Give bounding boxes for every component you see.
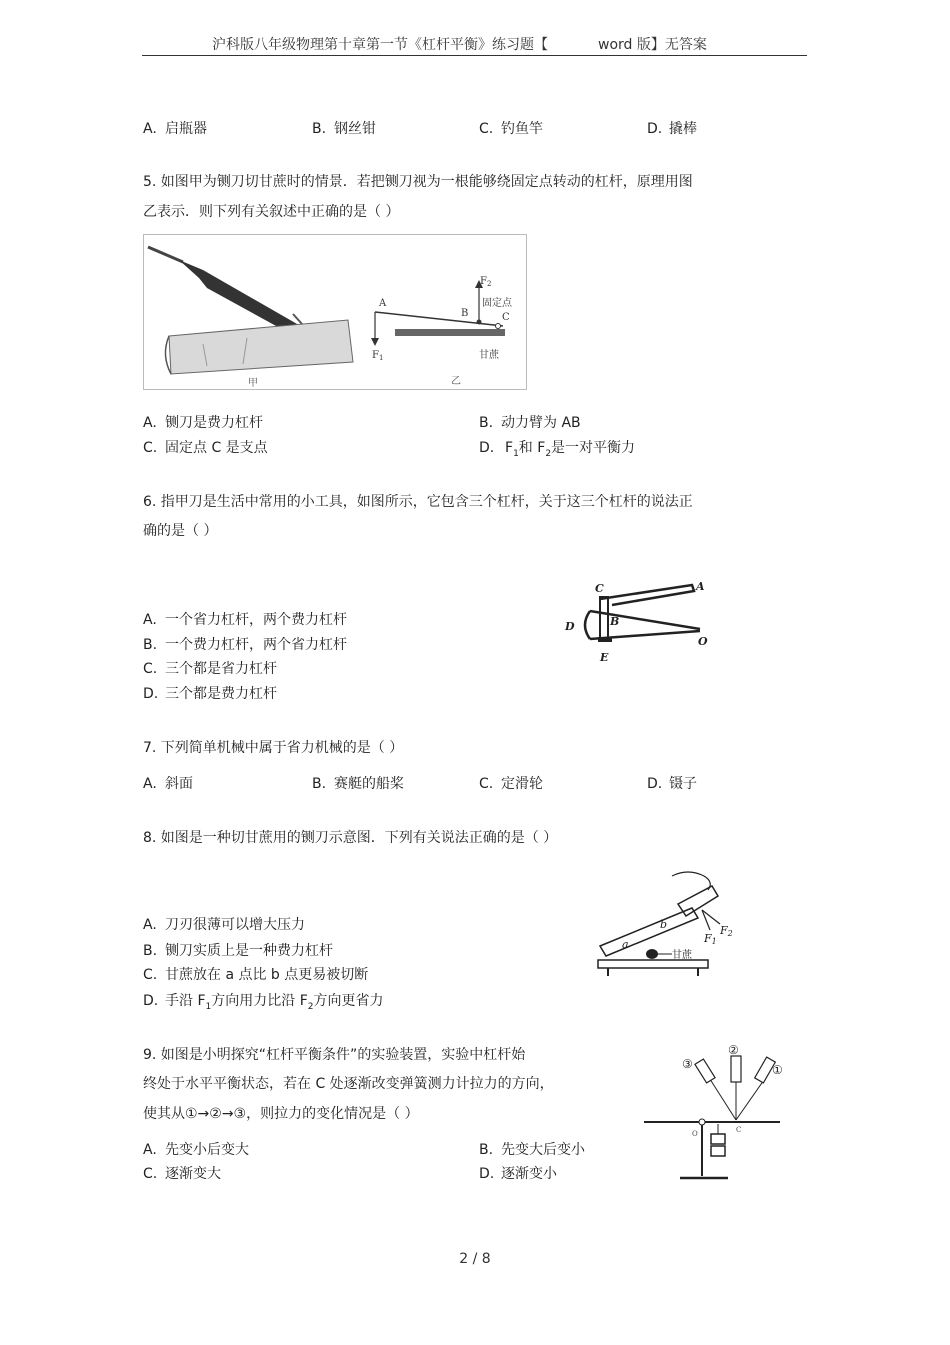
option-text: 逐渐变小 [501,1166,557,1182]
q5-option-d [479,439,635,463]
option-text: 先变小后变大 [165,1142,249,1158]
q4-option-c [479,120,543,138]
option-label: A. [143,415,157,431]
label-a: A [696,580,705,593]
header-rule [142,55,807,56]
q6-option-a [143,611,347,629]
label-circle-1: ① [772,1063,783,1077]
q9-option-d [479,1165,557,1183]
option-text: 钢丝钳 [334,121,376,137]
label-circle-3: ③ [682,1057,693,1071]
option-text: 定滑轮 [501,776,543,792]
label-b: B [610,615,620,628]
option-label: B. [312,776,327,792]
pivot-o [699,1119,705,1125]
label-f1: $F_1$ [372,350,384,362]
option-label: A. [143,776,157,792]
q7-option-c [479,775,543,793]
option-sub: 2 [545,448,552,459]
clipper-jaw-tip [585,611,590,639]
q6-option-d [143,685,277,703]
q6-option-b [143,636,347,654]
clipper-upper-jaw [590,611,700,629]
q5-stem-line1: 5. 如图甲为铡刀切甘蔗时的情景．若把铡刀视为一根能够绕固定点转动的杠杆，原理用图 [143,174,693,190]
option-label: C. [143,440,158,456]
option-label: C. [143,967,158,983]
option-label: D. [479,440,495,456]
page-number: 2 / 8 [459,1251,491,1267]
option-text: 刀刃很薄可以增大压力 [165,917,305,933]
q8-option-d [143,992,384,1016]
q4-option-a [143,120,207,138]
option-text: 撬棒 [669,121,697,137]
label-d: D [565,620,575,633]
q7-stem: 7. 下列简单机械中属于省力机械的是（ ） [143,740,404,756]
option-label: B. [479,415,494,431]
option-label: C. [143,1166,158,1182]
q6-option-c [143,660,277,678]
label-c: C [502,312,510,323]
option-label: D. [647,776,663,792]
label-circle-2: ② [728,1043,739,1057]
option-text: 三个都是费力杠杆 [165,686,277,702]
option-text: 一个省力杠杆，两个费力杠杆 [165,612,347,628]
q5-option-a [143,414,263,432]
page-header [212,34,707,54]
q9-option-c [143,1165,221,1183]
option-sub: 2 [307,1001,314,1012]
header-title-left: 沪科版八年级物理第十章第一节《杠杆平衡》练习题【 [212,37,548,53]
option-text: 是一对平衡力 [551,440,636,456]
label-a: A [379,298,387,309]
label-e: E [600,651,609,664]
label-f2: $F_2$ [480,276,492,288]
q7-option-a [143,775,193,793]
option-text: 固定点 C 是支点 [165,440,268,456]
label-sugarcane: 甘蔗 [672,950,692,961]
q4-option-b [312,120,376,138]
option-text: 动力臂为 AB [501,415,581,431]
option-text: F [505,440,514,456]
q9-option-b [479,1141,585,1159]
chopper-base [598,960,708,968]
option-sub: 1 [205,1001,212,1012]
option-label: B. [143,637,158,653]
option-text: 三个都是省力杠杆 [165,661,277,677]
label-c: C [736,1126,742,1134]
label-b: b [660,918,668,931]
clipper-edge-e [598,637,612,642]
option-text: 赛艇的船桨 [334,776,404,792]
q5-figure [143,234,527,390]
header-title-right: word 版】无答案 [598,37,707,53]
hand [672,872,710,890]
label-o: O [692,1130,698,1138]
q8-option-a [143,916,305,934]
q8-stem: 8. 如图是一种切甘蔗用的铡刀示意图．下列有关说法正确的是（ ） [143,830,558,846]
spring-scale-2 [731,1056,741,1082]
option-sub: 1 [513,448,519,459]
q9-option-a [143,1141,249,1159]
label-o: O [698,635,708,648]
q8-option-b [143,942,333,960]
option-text: 甘蔗放在 a 点比 b 点更易被切断 [165,967,369,983]
label-c: C [595,582,604,595]
option-text: 斜面 [165,776,193,792]
q8-option-c [143,966,368,984]
option-text: 铡刀实质上是一种费力杠杆 [165,943,333,959]
option-label: A. [143,1142,157,1158]
q9-stem-line3: 使其从①→②→③，则拉力的变化情况是（ ） [143,1106,419,1122]
option-text: 一个费力杠杆，两个省力杠杆 [165,637,347,653]
label-jia: 甲 [248,378,258,389]
q9-figure-lever-balance [640,1040,790,1186]
label-a: a [622,938,629,951]
option-label: D. [143,993,159,1009]
option-text: 逐渐变大 [165,1166,221,1182]
sugarcane-cross-section [646,949,658,959]
sugarcane-yi [395,329,505,336]
label-yi: 乙 [451,376,461,387]
option-text: 和 F [518,440,546,456]
label-sugarcane-yi: 甘蔗 [479,350,499,361]
weight-2 [711,1146,725,1156]
option-label: A. [143,917,157,933]
option-text: 铡刀是费力杠杆 [165,415,263,431]
label-f2: F2 [720,924,733,938]
clipper-pin [600,597,608,641]
label-f1: F1 [704,932,717,946]
weight-1 [711,1134,725,1144]
q6-stem-line1: 6. 指甲刀是生活中常用的小工具，如图所示，它包含三个杠杆，关于这三个杠杆的说法正 [143,494,693,510]
q6-stem-line2: 确的是（ ） [143,523,218,539]
q9-stem-line1: 9. 如图是小明探究“杠杆平衡条件”的实验装置，实验中杠杆始 [143,1047,526,1063]
q7-option-d [647,775,697,793]
q5-option-b [479,414,581,432]
option-label: A. [143,121,157,137]
option-text: 方向更省力 [313,993,384,1009]
option-label: C. [143,661,158,677]
option-text: 钓鱼竿 [501,121,543,137]
clipper-lever [600,585,694,605]
option-label: D. [647,121,663,137]
q7-option-b [312,775,404,793]
option-label: D. [479,1166,495,1182]
q6-figure-nail-clipper [560,575,720,667]
option-text: 先变大后变小 [501,1142,585,1158]
option-label: C. [479,121,494,137]
label-b: B [461,308,469,319]
label-fixed-point: 固定点 [482,298,512,309]
q4-option-d [647,120,697,138]
option-label: D. [143,686,159,702]
chopper-blade-body [600,908,698,956]
option-label: C. [479,776,494,792]
spring-scale-3 [695,1059,715,1083]
q8-figure-chopper [592,868,742,980]
option-text: 镊子 [669,776,697,792]
point-b-dot [477,320,482,325]
q5-option-c [143,439,268,457]
option-text: 手沿 F [165,993,206,1009]
option-text: 方向用力比沿 F [211,993,308,1009]
option-text: 启瓶器 [165,121,207,137]
string-1 [736,1080,764,1120]
option-label: B. [143,943,158,959]
q5-stem-line2: 乙表示．则下列有关叙述中正确的是（ ） [143,204,400,220]
q9-stem-line2: 终处于水平平衡状态，若在 C 处逐渐改变弹簧测力计拉力的方向， [143,1076,554,1092]
option-label: A. [143,612,157,628]
point-c-dot [496,324,501,329]
option-label: B. [479,1142,494,1158]
option-label: B. [312,121,327,137]
